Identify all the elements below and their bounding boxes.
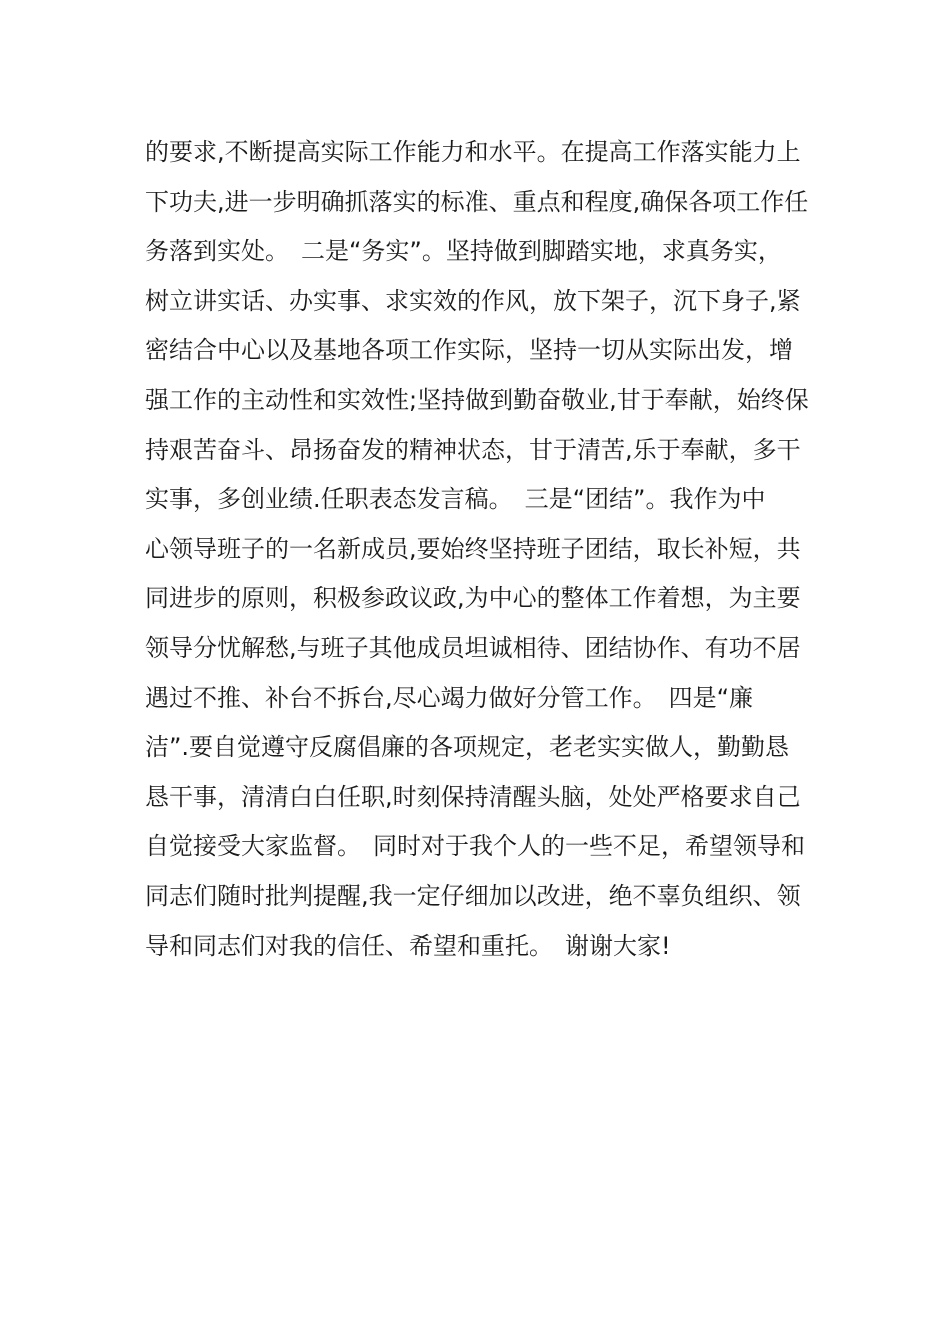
text-line: 导和同志们对我的信任、希望和重托。 谢谢大家! [145, 931, 671, 960]
text-line: 自觉接受大家监督。 同时对于我个人的一些不足，希望领导和 [145, 832, 805, 861]
text-line: 树立讲实话、办实事、求实效的作风，放下架子，沉下身子,紧 [145, 286, 801, 315]
text-line: 强工作的主动性和实效性;坚持做到勤奋敬业,甘于奉献，始终保 [145, 385, 809, 414]
text-line: 同志们随时批判提醒,我一定仔细加以改进，绝不辜负组织、领 [145, 881, 801, 910]
text-line: 下功夫,进一步明确抓落实的标准、重点和程度,确保各项工作任 [145, 187, 809, 216]
body-text [145, 128, 825, 971]
text-line: 心领导班子的一名新成员,要始终坚持班子团结，取长补短，共 [145, 534, 801, 563]
text-line: 务落到实处。 二是“务实”。坚持做到脚踏实地，求真务实， [145, 237, 782, 266]
text-line: 领导分忧解愁,与班子其他成员坦诚相待、团结协作、有功不居 [145, 633, 801, 662]
text-line: 恳干事，清清白白任职,时刻保持清醒头脑，处处严格要求自己 [145, 782, 801, 811]
text-line: 密结合中心以及基地各项工作实际，坚持一切从实际出发，增 [145, 336, 793, 365]
text-line: 遇过不推、补台不拆台,尽心竭力做好分管工作。 四是“廉 [145, 683, 754, 712]
text-line: 实事，多创业绩.任职表态发言稿。 三是“团结”。我作为中 [145, 485, 766, 514]
text-line: 持艰苦奋斗、昂扬奋发的精神状态，甘于清苦,乐于奉献，多干 [145, 435, 801, 464]
text-line: 同进步的原则，积极参政议政,为中心的整体工作着想，为主要 [145, 584, 801, 613]
text-line: 洁”.要自觉遵守反腐倡廉的各项规定，老老实实做人，勤勤恳 [145, 733, 790, 762]
text-line: 的要求,不断提高实际工作能力和水平。在提高工作落实能力上 [145, 138, 801, 166]
